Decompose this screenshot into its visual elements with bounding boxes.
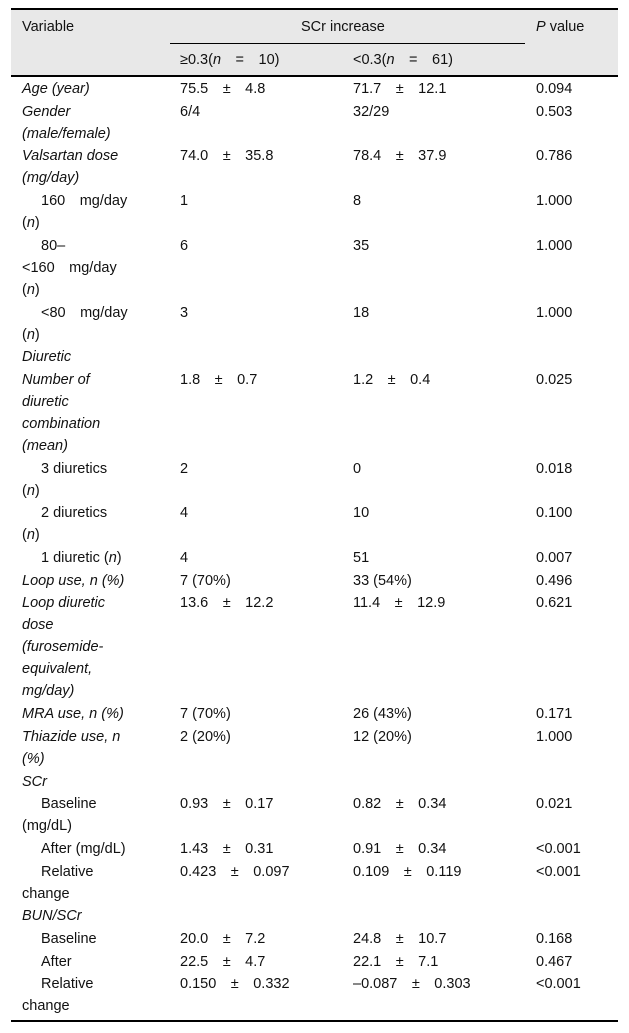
group-low-cell: –0.087 ± 0.303	[353, 976, 471, 993]
p-value-cell: 1.000	[536, 193, 573, 210]
group-high-cell: 1.43 ± 0.31	[180, 840, 274, 857]
p-value-cell: 0.094	[536, 81, 573, 97]
group-high-cell: 0.93 ± 0.17	[180, 796, 274, 813]
group-low-cell: 26 (43%)	[353, 706, 412, 723]
row-label-line: 80–	[41, 237, 66, 254]
group-high-cell: 2 (20%)	[180, 728, 231, 745]
group-low-cell: 12 (20%)	[353, 728, 412, 745]
row-label-line: (mg/day)	[22, 170, 80, 187]
row-label-line: MRA use, n (%)	[22, 706, 124, 723]
row-label-line: After	[41, 953, 72, 970]
row-label-line: Baseline	[41, 796, 97, 813]
p-value-cell: 1.000	[536, 304, 573, 321]
group-low-cell: 18	[353, 304, 370, 321]
p-value-cell: <0.001	[536, 840, 581, 857]
group-high-cell: 20.0 ± 7.2	[180, 931, 266, 947]
row-label-line: <80 mg/day	[41, 304, 128, 321]
header-scr-increase: SCr increase	[301, 19, 385, 35]
p-value-cell: 0.171	[536, 706, 573, 723]
row-label-line: dose	[22, 617, 54, 634]
group-high-cell: 3	[180, 304, 189, 321]
group-low-cell: 0.82 ± 0.34	[353, 796, 447, 813]
row-label-line: mg/day)	[22, 683, 75, 700]
p-value-cell: 0.786	[536, 148, 573, 165]
p-value-cell: 0.100	[536, 505, 573, 522]
group-high-cell: 7 (70%)	[180, 706, 231, 723]
group-high-cell: 4	[180, 550, 189, 566]
row-label-line: 1 diuretic (n)	[41, 550, 122, 566]
row-label-line: equivalent,	[22, 661, 93, 678]
row-label-line: Relative	[41, 976, 94, 993]
row-label-line: (n)	[22, 527, 40, 544]
group-high-cell: 22.5 ± 4.7	[180, 953, 266, 970]
group-low-cell: 0.109 ± 0.119	[353, 863, 462, 880]
group-high-cell: 0.423 ± 0.097	[180, 863, 290, 880]
group-high-cell: 1.8 ± 0.7	[180, 371, 258, 388]
row-label-line: Valsartan dose	[22, 148, 119, 165]
row-label-line: (n)	[22, 482, 40, 499]
p-value-cell: 0.168	[536, 931, 573, 947]
group-low-cell: 22.1 ± 7.1	[353, 953, 439, 970]
group-low-cell: 24.8 ± 10.7	[353, 931, 447, 947]
row-label-line: (n)	[22, 326, 40, 343]
row-label-line: diuretic	[22, 393, 69, 410]
group-low-cell: 32/29	[353, 103, 390, 120]
group-rule	[170, 43, 525, 44]
row-label-line: 160 mg/day	[41, 193, 128, 210]
row-label-line: Thiazide use, n	[22, 728, 121, 745]
row-label-line: 3 diuretics	[41, 460, 108, 477]
row-label-line: (furosemide-	[22, 639, 104, 656]
group-high-cell: 13.6 ± 12.2	[180, 595, 274, 612]
p-value-cell: <0.001	[536, 976, 581, 993]
row-label-line: (mg/dL)	[22, 818, 72, 835]
p-value-cell: 0.503	[536, 103, 573, 120]
p-value-cell: 1.000	[536, 237, 573, 254]
p-value-cell: 0.025	[536, 371, 573, 388]
row-label-line: (male/female)	[22, 125, 111, 142]
header-variable: Variable	[22, 19, 75, 35]
header-rule	[11, 75, 618, 77]
row-label-line: Loop diuretic	[22, 595, 106, 612]
header-p-value	[536, 17, 584, 38]
row-label-line: <160 mg/day	[22, 259, 117, 276]
group-low-cell: 0.91 ± 0.34	[353, 840, 447, 857]
group-low-cell: 33 (54%)	[353, 572, 412, 589]
row-label-line: 2 diuretics	[41, 505, 108, 522]
group-low-cell: 78.4 ± 37.9	[353, 148, 447, 165]
group-high-cell: 74.0 ± 35.8	[180, 148, 274, 165]
p-value-cell: 0.021	[536, 796, 573, 813]
group-high-cell: 75.5 ± 4.8	[180, 81, 266, 97]
row-label-line: (n)	[22, 281, 40, 298]
group-high-cell: 0.150 ± 0.332	[180, 976, 290, 993]
row-label-line: Gender	[22, 103, 71, 120]
group-low-cell: 51	[353, 550, 370, 566]
row-label-line: Diuretic	[22, 349, 72, 366]
p-value-cell: 0.018	[536, 460, 573, 477]
group-low-cell: 11.4 ± 12.9	[353, 595, 446, 612]
group-high-cell: 6	[180, 237, 189, 254]
group-low-cell: 71.7 ± 12.1	[353, 81, 447, 97]
row-label-line: After (mg/dL)	[41, 840, 126, 857]
p-value-cell: <0.001	[536, 863, 581, 880]
row-label-line: SCr	[22, 773, 47, 790]
row-label-line: (mean)	[22, 437, 68, 454]
p-value-cell: 0.496	[536, 572, 573, 589]
row-label-line: Age (year)	[22, 81, 90, 97]
header-p-rest: value	[545, 19, 585, 35]
row-label-line: Number of	[22, 371, 90, 388]
group-low-cell: 10	[353, 505, 370, 522]
group-low-cell: 8	[353, 193, 362, 210]
row-label-line: Loop use, n (%)	[22, 572, 125, 589]
row-label-line: Baseline	[41, 931, 97, 947]
p-value-cell: 0.007	[536, 550, 573, 566]
row-label-line: change	[22, 998, 70, 1015]
group-low-cell: 0	[353, 460, 362, 477]
row-label-line: (%)	[22, 750, 45, 767]
row-label-line: (n)	[22, 215, 40, 232]
row-label-line: combination	[22, 415, 101, 432]
group-high-cell: 1	[180, 193, 189, 210]
header-group-low: <0.3(n = 61)	[353, 52, 453, 68]
group-high-cell: 7 (70%)	[180, 572, 231, 589]
p-value-cell: 1.000	[536, 728, 573, 745]
header-group-high: ≥0.3(n = 10)	[180, 52, 280, 68]
group-low-cell: 35	[353, 237, 370, 254]
row-label-line: change	[22, 885, 70, 902]
group-low-cell: 1.2 ± 0.4	[353, 371, 431, 388]
p-value-cell: 0.621	[536, 595, 573, 612]
group-high-cell: 6/4	[180, 103, 201, 120]
top-rule	[11, 8, 618, 10]
p-value-cell: 0.467	[536, 953, 573, 970]
group-high-cell: 2	[180, 460, 189, 477]
row-label-line: BUN/SCr	[22, 908, 82, 925]
bottom-rule	[11, 1020, 618, 1022]
group-high-cell: 4	[180, 505, 189, 522]
header-p-letter: P	[536, 19, 546, 35]
row-label-line: Relative	[41, 863, 94, 880]
